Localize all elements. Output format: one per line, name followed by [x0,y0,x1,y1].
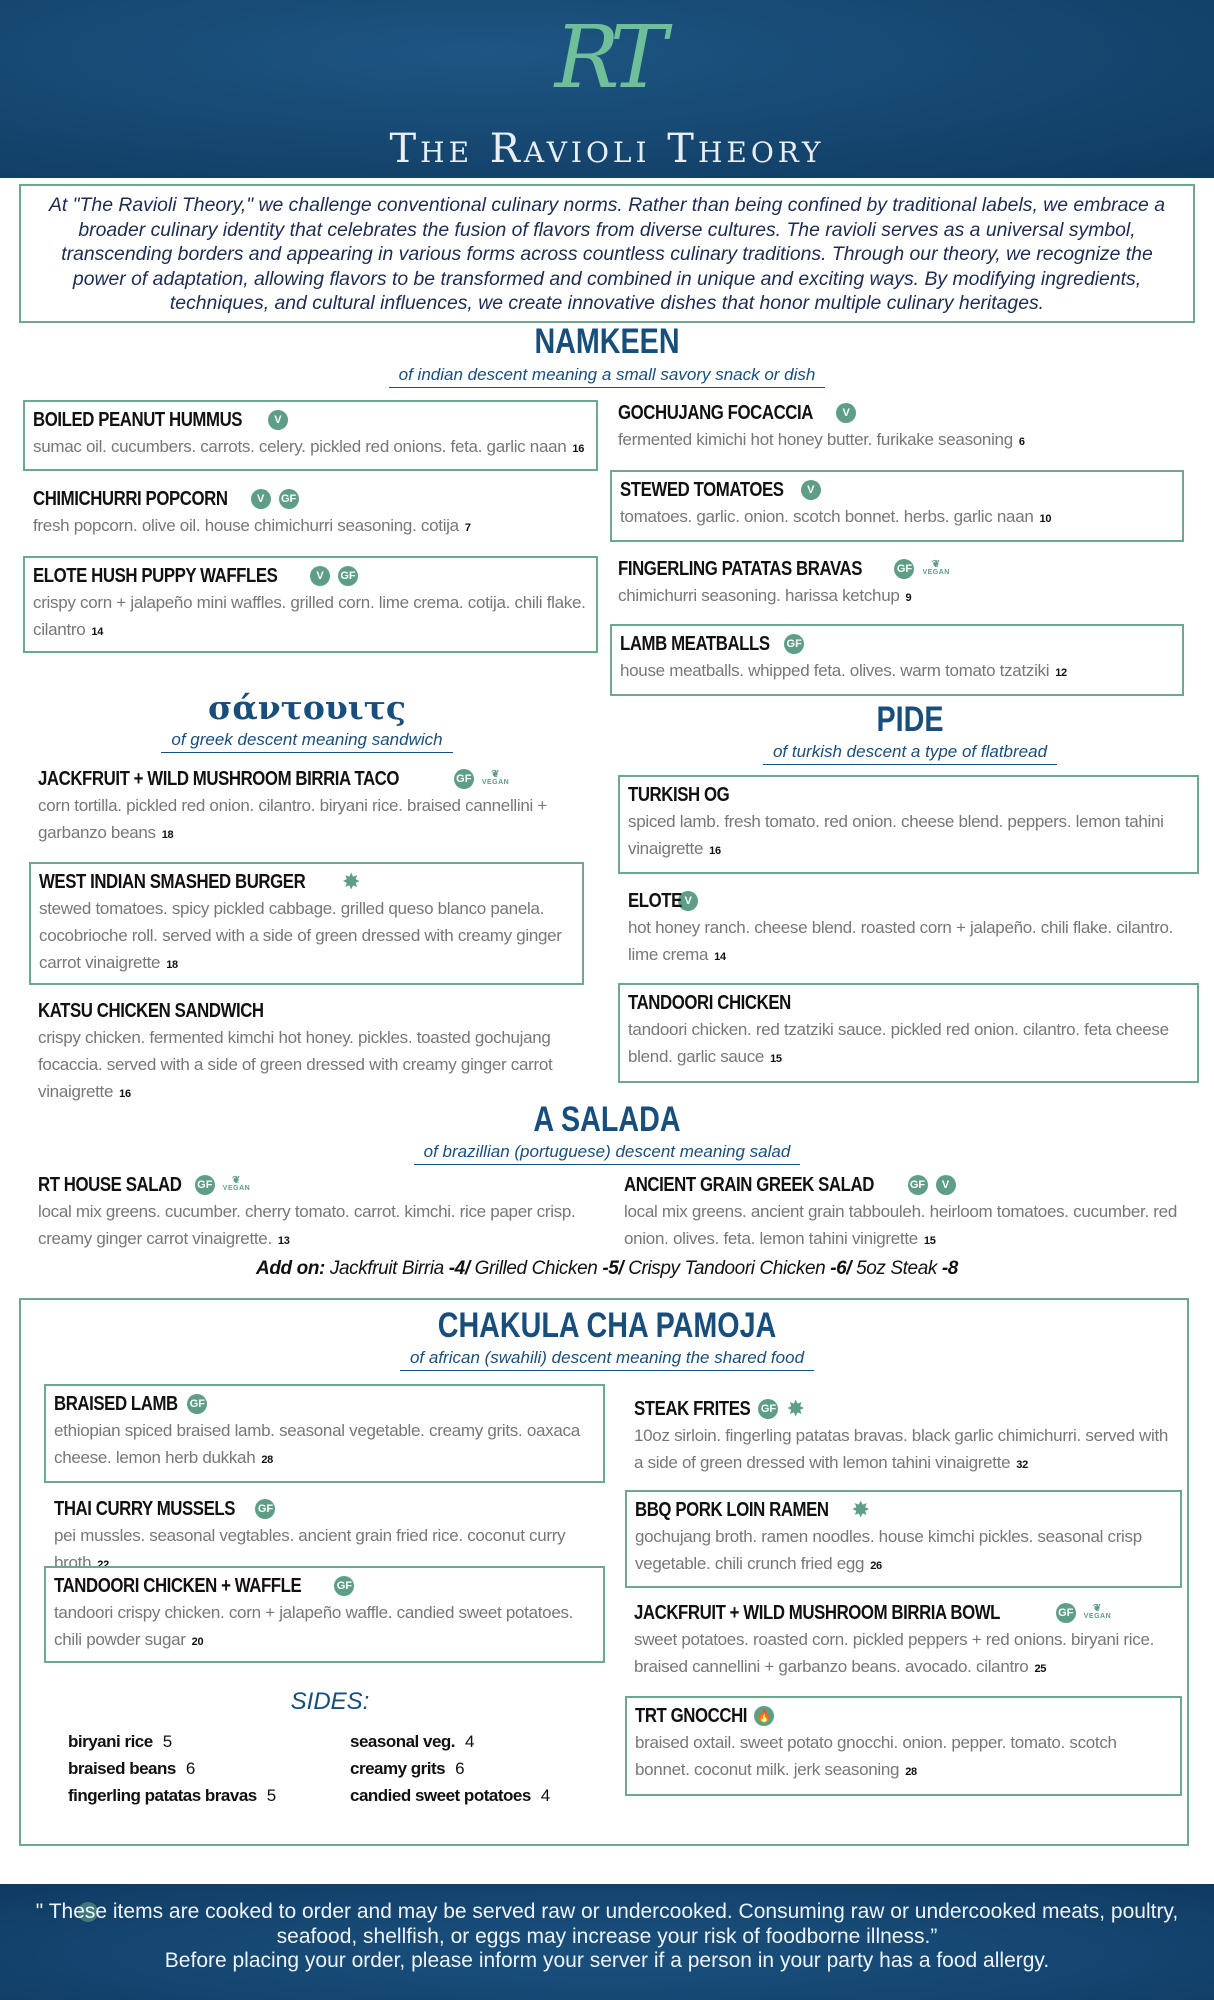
menu-item [25,486,600,542]
section-title-pide: PIDE [876,700,944,739]
item-price: 18 [161,829,174,841]
vegan-icon: ❦ VEGAN [223,1177,250,1193]
menu-item [29,862,584,985]
section-subtitle-salada: of brazillian (portuguese) descent meaning salad [357,1142,857,1165]
spicy-star-icon: ✸ [786,1396,805,1421]
gluten-free-badge: GF [334,1576,354,1596]
item-desc: corn tortilla. pickled red onion. cilantro. biryani rice. braised cannellini + garbanzo beans [38,796,548,842]
item-price: 26 [870,1560,882,1572]
item-price: 28 [261,1454,273,1466]
item-name: ANCIENT GRAIN GREEK SALAD [624,1173,874,1196]
side-item: braised beans 6 [68,1759,195,1778]
menu-item [30,766,590,849]
item-price: 18 [166,959,178,971]
vegan-icon: ❦ VEGAN [1084,1605,1111,1621]
menu-item [618,983,1199,1083]
menu-item [44,1566,605,1663]
item-price: 15 [770,1053,782,1065]
item-price: 32 [1016,1459,1028,1471]
side-item: creamy grits 6 [350,1759,465,1778]
item-price: 16 [119,1088,131,1100]
footer-disclaimer: " These items are cooked to order and may be served raw or undercooked. Consuming raw or undercooked meats, poultry, seafood, shellfish, or eggs may increase your risk of foodborne illness.” Before placing your order, please inform your server if a person in your party has a food allergy. [35,1900,1179,1972]
menu-item [626,1396,1186,1479]
logo-monogram: RT [554,8,660,108]
item-desc: fresh popcorn. olive oil. house chimichurri seasoning. cotija [33,516,459,535]
section-subtitle-pide: of turkish descent a type of flatbread [710,742,1110,765]
item-name: BRAISED LAMB [54,1392,178,1415]
gluten-free-badge: GF [195,1175,215,1195]
item-price: 9 [905,592,912,604]
item-name: JACKFRUIT + WILD MUSHROOM BIRRIA TACO [38,767,400,790]
item-name: BBQ PORK LOIN RAMEN [635,1498,829,1521]
section-subtitle-shared: of african (swahili) descent meaning the shared food [357,1348,857,1371]
menu-item [626,1600,1186,1683]
item-desc: sweet potatoes. roasted corn. pickled peppers + red onions. biryani rice. braised cannellini + garbanzo beans. avocado. cilantro [634,1630,1155,1676]
item-desc: tandoori chicken. red tzatziki sauce. pickled red onion. cilantro. feta cheese blend. garlic sauce [628,1020,1169,1066]
intro-text: At "The Ravioli Theory," we challenge conventional culinary norms. Rather than being confined by traditional labels, we embrace a broader culinary identity that celebrates the fusion of flavors from diverse cultures. The ravioli serves as a universal symbol, transcending borders and appearing in various forms across countless culinary traditions. Through our theory, we recognize the power of adaptation, allowing flavors to be transformed and combined in unique and exciting ways. By modifying ingredients, techniques, and cultural influences, we create innovative dishes that honor multiple culinary heritages. [19,184,1195,323]
item-desc: 10oz sirloin. fingerling patatas bravas. black garlic chimichurri. served with a side of green dressed with lemon tahini vinaigrette [634,1426,1169,1472]
sides-title: SIDES: [290,1688,370,1715]
menu-item [610,400,1185,456]
item-name: STEAK FRITES [634,1397,751,1420]
item-name: TURKISH OG [628,783,730,806]
section-title-salada: A SALADA [533,1100,681,1139]
item-name: CHIMICHURRI POPCORN [33,487,228,510]
restaurant-name: The Ravioli Theory [389,126,825,172]
item-desc: spiced lamb. fresh tomato. red onion. cheese blend. peppers. lemon tahini vinaigrette [628,812,1164,858]
item-desc: local mix greens. cucumber. cherry tomato. carrot. kimchi. rice paper crisp. creamy ginger carrot vinaigrette. [38,1202,576,1248]
menu-item [610,470,1184,542]
spicy-star-icon: ✸ [851,1497,870,1522]
item-price: 22 [97,1559,109,1571]
vegetarian-badge: V [801,480,821,500]
item-desc: tandoori crispy chicken. corn + jalapeño waffle. candied sweet potatoes. chili powder sugar [54,1603,574,1649]
item-name: GOCHUJANG FOCACCIA [618,401,813,424]
menu-item [616,1172,1196,1255]
item-desc: fermented kimichi hot honey butter. furikake seasoning [618,430,1013,449]
vegetarian-badge: V [268,410,288,430]
item-desc: hot honey ranch. cheese blend. roasted corn + jalapeño. chili flake. cilantro. lime crema [628,918,1174,964]
item-name: WEST INDIAN SMASHED BURGER [39,870,306,893]
gluten-free-badge: GF [279,489,299,509]
item-desc: tomatoes. garlic. onion. scotch bonnet. herbs. garlic naan [620,507,1034,526]
item-desc: ethiopian spiced braised lamb. seasonal vegetable. creamy grits. oaxaca cheese. lemon herb dukkah [54,1421,580,1467]
vegetarian-badge: V [678,891,698,911]
gluten-free-badge: GF [784,634,804,654]
item-price: 7 [464,522,471,534]
menu-item [44,1384,605,1483]
section-title-namkeen: NAMKEEN [534,322,680,361]
item-price: 15 [923,1235,936,1247]
section-subtitle-namkeen: of indian descent meaning a small savory snack or dish [357,365,857,388]
item-desc: house meatballs. whipped feta. olives. warm tomato tzatziki [620,661,1050,680]
gluten-free-badge: GF [187,1394,207,1414]
gluten-free-badge: GF [908,1175,928,1195]
side-item: seasonal veg. 4 [350,1732,474,1751]
item-desc: gochujang broth. ramen noodles. house kimchi pickles. seasonal crisp vegetable. chili crunch fried egg [635,1527,1142,1573]
item-price: 16 [572,443,585,455]
item-name: TRT GNOCCHI [635,1704,748,1727]
item-desc: braised oxtail. sweet potato gnocchi. onion. pepper. tomato. scotch bonnet. coconut milk. jerk seasoning [635,1733,1117,1779]
item-name: FINGERLING PATATAS BRAVAS [618,557,862,580]
item-price: 10 [1039,513,1052,525]
vegetarian-badge: V [310,566,330,586]
menu-item [23,400,598,471]
item-name: THAI CURRY MUSSELS [54,1497,235,1520]
item-name: BOILED PEANUT HUMMUS [33,408,243,431]
item-desc: pei mussles. seasonal vegtables. ancient grain fried rice. coconut curry broth [54,1526,566,1572]
item-desc: crispy chicken. fermented kimchi hot honey. pickles. toasted gochujang focaccia. served with a side of green dressed with creamy ginger carrot vinaigrette [38,1028,553,1101]
gluten-free-badge: GF [758,1399,778,1419]
item-price: 14 [714,951,726,963]
item-price: 6 [1018,436,1025,448]
item-price: 13 [277,1235,290,1247]
gluten-free-badge: GF [338,566,358,586]
item-name: STEWED TOMATOES [620,478,784,501]
item-name: ELOTE [628,889,682,912]
section-title-sandwich: σάντουιτς [208,688,406,727]
item-price: 16 [709,845,721,857]
salad-addons: Add on: Jackfruit Birria -4/ Grilled Chicken -5/ Crispy Tandoori Chicken -6/ 5oz Steak -8 [256,1258,958,1279]
menu-item [30,998,585,1108]
spicy-star-icon: ✸ [342,869,361,894]
item-name: TANDOORI CHICKEN [628,991,791,1014]
item-desc: sumac oil. cucumbers. carrots. celery. pickled red onions. feta. garlic naan [33,437,567,456]
section-subtitle-sandwich: of greek descent meaning sandwich [107,730,507,753]
gluten-free-badge: GF [255,1499,275,1519]
gluten-free-badge: GF [1056,1603,1076,1623]
item-price: 25 [1034,1663,1047,1675]
menu-item [30,1172,605,1255]
item-name: RT HOUSE SALAD [38,1173,182,1196]
vegetarian-badge: V [251,489,271,509]
menu-item [23,556,598,653]
item-name: LAMB MEATBALLS [620,632,770,655]
item-desc: crispy corn + jalapeño mini waffles. grilled corn. lime crema. cotija. chili flake. cilantro [33,593,586,639]
side-item: fingerling patatas bravas 5 [68,1786,276,1805]
menu-item [625,1696,1182,1796]
vegetarian-badge: V [936,1175,956,1195]
item-desc: local mix greens. ancient grain tabbouleh. heirloom tomatoes. cucumber. red onion. olives. feta. lemon tahini vinigrette [624,1202,1177,1248]
vegetarian-badge: V [836,403,856,423]
item-name: ELOTE HUSH PUPPY WAFFLES [33,564,278,587]
section-title-shared: CHAKULA CHA PAMOJA [437,1306,777,1345]
side-item: candied sweet potatoes 4 [350,1786,550,1805]
item-price: 28 [905,1766,917,1778]
gluten-free-badge: GF [894,559,914,579]
item-desc: chimichurri seasoning. harissa ketchup [618,586,900,605]
menu-item [620,888,1200,971]
menu-item [625,1490,1182,1588]
menu-item [618,775,1199,874]
item-price: 12 [1055,667,1067,679]
menu-item [610,556,1185,612]
item-name: KATSU CHICKEN SANDWICH [38,999,264,1022]
item-desc: stewed tomatoes. spicy pickled cabbage. grilled queso blanco panela. cocobrioche roll. served with a side of green dressed with creamy ginger carrot vinaigrette [39,899,562,972]
menu-item [610,624,1184,696]
vegan-icon: ❦ VEGAN [482,771,509,787]
vegan-icon: ❦ VEGAN [922,561,949,577]
gluten-free-badge: GF [454,769,474,789]
item-name: JACKFRUIT + WILD MUSHROOM BIRRIA BOWL [634,1601,1001,1624]
side-item: biryani rice 5 [68,1732,172,1751]
item-price: 20 [191,1636,204,1648]
item-name: TANDOORI CHICKEN + WAFFLE [54,1574,302,1597]
item-price: 14 [91,626,104,638]
flame-icon: 🔥 [754,1706,774,1726]
